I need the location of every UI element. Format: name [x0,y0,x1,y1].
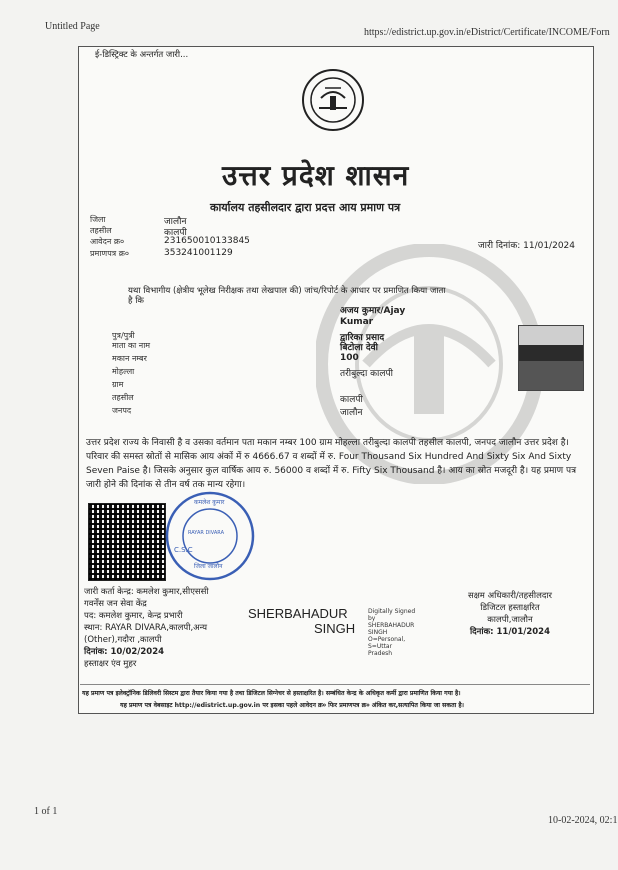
field-value: 100 [340,353,359,363]
print-page-counter: 1 of 1 [34,806,58,817]
meta-value: कालपी [164,228,187,238]
sig-detail: O=Personal, [368,636,406,643]
field-row [112,306,432,330]
stamp-text-4: जिला जालौन [194,563,223,570]
stamp-text-1: C.S.C [174,546,193,554]
issuer-sign: हस्ताक्षर एंव मुहर [84,659,137,669]
applicant-photo [518,325,584,391]
authority-date: दिनांक: 11/01/2024 [469,627,551,637]
issuer-center2: गवर्नेंस जन सेवा केंद्र [84,599,147,609]
field-row [112,340,432,353]
stamp-text-2: कमलेश कुमार [194,499,225,506]
meta-row [90,236,310,248]
field-label [112,306,340,330]
up-emblem-icon [301,68,365,132]
authority-line1: सक्षम अधिकारी/तहसीलदार [467,591,553,601]
field-value: जालौन [340,408,363,418]
doc-subtitle: कार्यालय तहसीलदार द्वारा प्रदत्त आय प्रमाण पत्र [210,201,401,214]
print-url: https://edistrict.up.gov.in/eDistrict/Certificate/INCOME/Forn [364,27,610,38]
field-label: माता का नाम [112,341,151,350]
meta-label: जिला [90,215,106,224]
field-row [112,366,432,379]
authority-block [440,590,580,638]
stamp-text-3: RAYAR DIVARA [188,530,224,536]
field-label: पुत्र/पुत्री [112,331,135,340]
authority-line2: डिजिटल हस्ताक्षरित [480,603,540,613]
meta-label: तहसील [90,226,112,235]
intro-text: यथा विभागीय (क्षेत्रीय भूलेख निरीक्षक तथा लेखपाल की) जांच/रिपोर्ट के आधार पर प्रमाणित किया जाता है कि [128,286,446,307]
field-label: तहसील [112,393,134,402]
field-row [112,392,432,405]
sig-detail: SINGH [368,629,388,636]
issue-date: जारी दिनांक: 11/01/2024 [478,241,575,251]
print-timestamp: 10-02-2024, 02:1 [548,815,618,826]
meta-value: जालौन [164,217,187,227]
sig-detail: Pradesh [368,650,393,657]
authority-line3: कालपी,जालौन [487,615,533,625]
sig-detail: by [368,615,376,622]
field-row [112,379,432,392]
csc-stamp [164,490,256,582]
issuer-block [84,586,254,670]
field-label: मोहल्ला [112,367,135,376]
signature-details [368,608,415,657]
certificate-paragraph: उत्तर प्रदेश राज्य के निवासी है व उसका वर्तमान पता मकान नम्बर 100 ग्राम मोहल्ला तरीबुल्दा कालपी तहसील कालपी, जनपद जालौन उत्तर प्रदेश है। परिवार की समस्त स्रोतों से मासिक आय अंकों में रु 4666.67 व शब्दों में रु. Four Thousand Six Hundred And Sixty Six And Sixty Seven Paise है। जिसके अनुसार कुल वार्षिक आय रु. 56000 व शब्दों में रु. Fifty Six Thousand है। आय का स्रोत मजदूरी है। यह प्रमाण पत्र जारी होने की दिनांक से तीन वर्ष तक मान्य रहेगा। [86,438,577,490]
field-value: तरीबुल्दा कालपी [340,369,393,379]
field-value: द्वारिका प्रसाद [340,333,385,343]
issuer-place: स्थान: RAYAR DIVARA,कालपी,अन्य (Other),गदौरा ,कालपी [84,623,208,645]
meta-row [90,248,310,260]
field-row [112,405,432,418]
field-label: जनपद [112,406,132,415]
meta-row [90,225,310,236]
issued-under-note: ई-डिस्ट्रिक्ट के अन्तर्गत जारी... [95,50,189,60]
meta-label: प्रमाणपत्र क्र० [90,249,129,258]
field-label: मकान नम्बर [112,354,147,363]
sig-detail: SHERBAHADUR [368,622,415,629]
issuer-center: जारी कर्ता केन्द्र: कमलेश कुमार,सीएससी [84,587,209,597]
meta-row [90,214,310,225]
field-label: ग्राम [112,380,124,389]
footer-note-2: यह प्रमाण पत्र वेबसाइट http://edistrict.up.gov.in पर इसका पहले आवेदन क्र० फिर प्रमाणपत्र क्र० अंकित कर,सत्यापित किया जा सकता है। [120,702,464,709]
signer-name-2: SINGH [314,621,356,636]
field-value: कालपी [340,395,363,405]
doc-title: उत्तर प्रदेश शासन [222,159,410,192]
field-row [112,330,432,343]
footer-note-1: यह प्रमाण पत्र इलेक्ट्रॉनिक डिलिवरी सिस्टम द्वारा तैयार किया गया है तथा डिजिटल सिग्नेचर से हस्ताक्षरित है। सम्बंधित केन्द्र के अधिकृत कर्मी द्वारा प्रमाणित किया गया है। [82,690,461,697]
sig-detail: Digitally Signed [368,608,416,615]
issuer-date: दिनांक: 10/02/2024 [84,647,165,657]
field-value: बिटोला देवी [340,343,379,353]
applicant-fields [112,306,432,418]
issuer-post: पद: कमलेश कुमार, केन्द्र प्रभारी [84,611,183,621]
field-row [112,353,432,366]
meta-label: आवेदन क्र० [90,237,125,246]
signer-name-1: SHERBAHADUR [248,606,348,621]
footer-divider [80,684,590,685]
qr-code [88,503,166,581]
field-value: अजय कुमार/Ajay Kumar [340,306,406,327]
sig-detail: S=Uttar [368,643,393,650]
meta-value: 353241001129 [164,248,233,258]
meta-table [90,214,310,260]
meta-value: 231650010133845 [164,236,250,246]
print-page-title: Untitled Page [45,21,100,32]
